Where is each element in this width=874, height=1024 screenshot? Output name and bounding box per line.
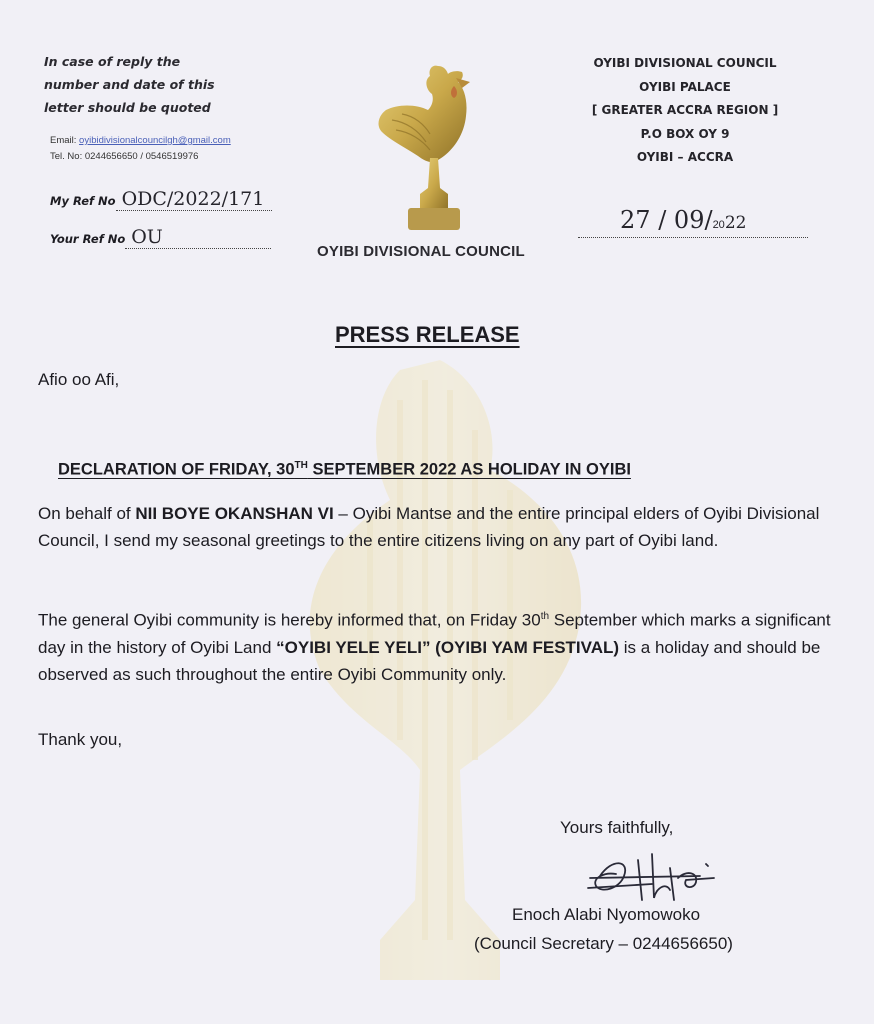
heading-text: SEPTEMBER 2022 AS HOLIDAY IN OYIBI bbox=[307, 460, 631, 479]
reply-note-line: number and date of this bbox=[44, 77, 215, 92]
tel-line bbox=[50, 149, 294, 165]
address-line: P.O BOX OY 9 bbox=[640, 126, 730, 141]
heading-text: DECLARATION OF FRIDAY, 30 bbox=[58, 460, 295, 479]
chief-name: NII BOYE OKANSHAN VI bbox=[135, 504, 334, 523]
paragraph-text: September which marks a significant day in the history of Oyibi Land bbox=[38, 610, 831, 657]
date-month: 09 bbox=[673, 206, 705, 234]
your-ref-value: OU bbox=[125, 226, 271, 249]
tel-label: Tel. No: bbox=[50, 151, 83, 162]
date-separator: / bbox=[658, 206, 667, 234]
date-day: 27 bbox=[620, 206, 651, 234]
document-title: PRESS RELEASE bbox=[335, 322, 520, 347]
date-ordinal: th bbox=[540, 611, 550, 622]
date-separator: / bbox=[704, 206, 713, 234]
salutation: Afio oo Afi, bbox=[38, 370, 120, 389]
paragraph-text: The general Oyibi community is hereby informed that, on Friday 30 bbox=[38, 610, 541, 630]
paragraph-text: – Oyibi Mantse and the entire principal elders of Oyibi Divisional Council, I send my seasonal greetings to the entire citizens living on any part of Oyibi land. bbox=[38, 504, 820, 550]
tel-value: 0244656650 / 0546519976 bbox=[84, 151, 199, 162]
your-ref-row bbox=[50, 226, 271, 249]
my-ref-value: ODC/2022/171 bbox=[116, 188, 272, 211]
letter-date bbox=[578, 206, 808, 238]
contact-info bbox=[44, 133, 294, 165]
reply-note-line: letter should be quoted bbox=[44, 100, 211, 115]
thanks-line: Thank you, bbox=[38, 730, 123, 749]
paragraph-greeting bbox=[38, 500, 838, 554]
rooster-crest-icon bbox=[372, 60, 482, 232]
council-address bbox=[585, 52, 785, 170]
reply-instructions bbox=[44, 50, 294, 165]
email-link[interactable]: oyibidivisionalcouncilgh@gmail.com bbox=[79, 135, 231, 146]
council-name: OYIBI DIVISIONAL COUNCIL bbox=[317, 243, 525, 260]
my-ref-row bbox=[50, 188, 272, 211]
paragraph-text: On behalf of bbox=[38, 504, 136, 523]
email-label: Email: bbox=[50, 135, 77, 146]
heading-ordinal: TH bbox=[294, 460, 308, 471]
date-year-suffix: 22 bbox=[724, 213, 747, 233]
date-year-prefix: 20 bbox=[712, 219, 725, 231]
your-ref-label: Your Ref No bbox=[50, 232, 126, 246]
festival-name: “OYIBI YELE YELI” (OYIBI YAM FESTIVAL) bbox=[276, 637, 620, 657]
my-ref-label: My Ref No bbox=[50, 194, 116, 208]
paragraph-text: is a holiday and should be observed as such throughout the entire Oyibi Community only. bbox=[38, 637, 821, 684]
reply-note-line: In case of reply the bbox=[44, 54, 181, 69]
paragraph-announcement bbox=[38, 603, 838, 688]
signer-role: (Council Secretary – 0244656650) bbox=[474, 934, 733, 953]
address-line: OYIBI DIVISIONAL COUNCIL bbox=[593, 56, 777, 70]
reply-note bbox=[44, 50, 294, 119]
email-line bbox=[50, 133, 294, 149]
address-line: OYIBI PALACE bbox=[639, 79, 731, 94]
signer-name: Enoch Alabi Nyomowoko bbox=[512, 905, 701, 924]
address-line: [ GREATER ACCRA REGION ] bbox=[591, 103, 779, 117]
address-line: OYIBI – ACCRA bbox=[636, 150, 734, 164]
closing-line: Yours faithfully, bbox=[560, 818, 674, 837]
declaration-heading bbox=[58, 460, 631, 480]
